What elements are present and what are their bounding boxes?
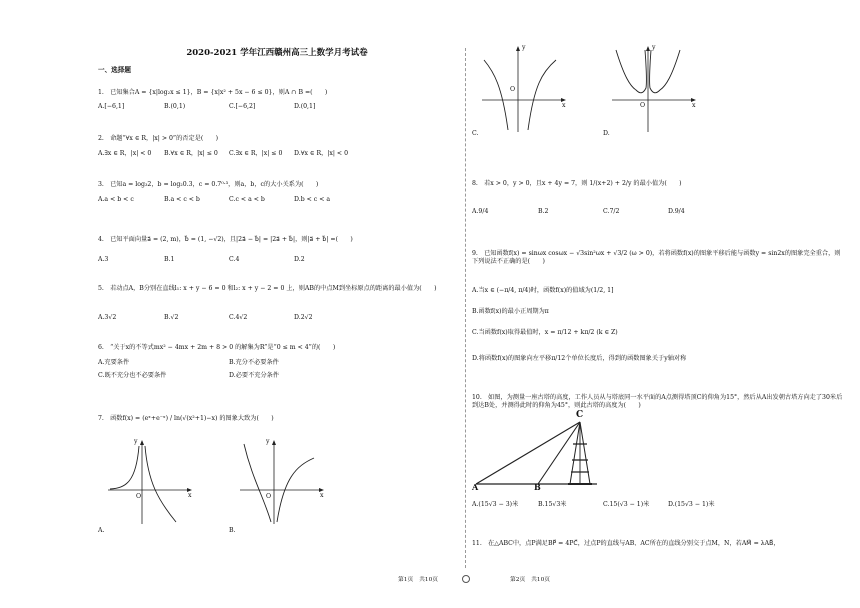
y-axis-label: y	[266, 438, 270, 445]
figure-d-label: D.	[603, 130, 610, 137]
option-a: A.[−6,1]	[98, 103, 125, 110]
point-a-label: A	[472, 482, 479, 492]
option-c: C.4	[229, 256, 240, 263]
y-axis-label: y	[522, 44, 526, 51]
question-9-option-a: A.当x ∈ (−π/4, π/4)时，函数f(x)的值域为(1/2, 1]	[472, 287, 614, 294]
option-a: A.充要条件	[98, 359, 130, 366]
option-a: A.(15√3 − 3)米	[472, 501, 519, 508]
option-a: A.∃x ∈ R，|x| < 0	[98, 150, 152, 157]
figure-a-label: A.	[98, 527, 105, 534]
figure-b-label: B.	[229, 527, 236, 534]
question-9-option-d: D.将函数f(x)的图象向左平移π/12个单位长度后，得到的函数图象关于y轴对称	[472, 355, 687, 362]
option-b: B.(0,1)	[164, 103, 186, 110]
option-d: D.9/4	[668, 208, 685, 215]
question-9-option-c: C.当函数f(x)取得最值时，x = π/12 + kπ/2 (k ∈ Z)	[472, 329, 618, 336]
question-1: 1. 已知集合A = {x|log₂x ≤ 1}，B = {x|x² + 5x − 6 ≤ 0}，则A ∩ B =( )	[98, 89, 328, 96]
figure-a	[106, 438, 196, 526]
option-b: B.2	[538, 208, 549, 215]
page-footer-left: 第1页 共10页	[398, 577, 439, 583]
option-b: B.∀x ∈ R，|x| ≤ 0	[164, 150, 218, 157]
origin-label: O	[266, 493, 272, 500]
option-a: A.a < b < c	[98, 196, 134, 203]
tower-figure	[472, 410, 622, 492]
point-c-label: C	[576, 410, 584, 420]
x-axis-label: x	[320, 492, 324, 499]
question-2: 2. 命题“∀x ∈ R，|x| > 0”的否定是( )	[98, 135, 219, 142]
origin-label: O	[136, 493, 142, 500]
option-d: D.必要不充分条件	[229, 372, 280, 379]
option-a: A.9/4	[472, 208, 489, 215]
option-d: D.(15√3 − 1)米	[668, 501, 715, 508]
binding-hole	[462, 575, 470, 583]
option-a: A.3√2	[98, 314, 117, 321]
question-7: 7. 函数f(x) = (eˣ+e⁻ˣ) / ln(√(x²+1)−x) 的图象大致为( )	[98, 415, 274, 422]
figure-c	[480, 42, 570, 134]
question-5: 5. 若动点A，B分别在直线l₁: x + y − 6 = 0 和l₂: x + y − 2 = 0 上，则AB的中点M到坐标原点的距离的最小值为( )	[98, 285, 437, 292]
option-d: D.2√2	[294, 314, 313, 321]
question-6: 6. “关于x的不等式mx² − 4mx + 2m + 8 > 0 的解集为R”是“0 ≤ m < 4”的( )	[98, 344, 336, 351]
question-4: 4. 已知平面向量a⃗ = (2, m)，b⃗ = (1, −√2)，且|2a⃗ − b⃗| = |2a⃗ + b⃗|，则|a⃗ + b⃗| =( )	[98, 236, 353, 243]
x-axis-label: x	[562, 102, 566, 109]
question-3: 3. 已知a = log₃2，b = log₂0.3，c = 0.7⁰·³，则a，b，c的大小关系为( )	[98, 181, 319, 188]
question-11: 11. 在△ABC中，点P满足BP⃗ = 4PC⃗，过点P的直线与AB、AC所在的直线分别交于点M，N，若AM⃗ = λAB⃗，	[472, 540, 780, 547]
figure-b	[238, 438, 328, 526]
y-axis-label: y	[134, 438, 138, 445]
graph-a	[106, 438, 196, 526]
option-b: B.15√3米	[538, 501, 567, 508]
origin-label: O	[510, 86, 516, 93]
x-axis-label: x	[188, 492, 192, 499]
option-c: C.4√2	[229, 314, 248, 321]
question-10: 10. 如图，为测量一座古塔的高度，工作人员从与塔底同一水平面的A点测得塔顶C的仰角为15°，然后从A出发朝古塔方向走了30米后到达B处，并测得此时的仰角为45°，则此古塔的高度为( )	[472, 394, 843, 409]
option-c: C.∃x ∈ R，|x| ≤ 0	[229, 150, 283, 157]
option-d: D.2	[294, 256, 305, 263]
option-c: C.既不充分也不必要条件	[98, 372, 167, 379]
origin-label: O	[640, 102, 646, 109]
graph-d	[610, 42, 700, 134]
question-9: 9. 已知函数f(x) = sinωx cosωx − √3sin²ωx + √3/2 (ω > 0)，若将函数f(x)的图象平移后能与函数y = sin2x的图象完全重合，则下列说法不正确的是( )	[472, 250, 841, 265]
tower-diagram	[472, 414, 622, 492]
page-footer-right: 第2页 共10页	[510, 577, 551, 583]
figure-c-label: C.	[472, 130, 479, 137]
graph-c	[480, 42, 570, 134]
option-b: B.a < c < b	[164, 196, 200, 203]
option-c: C.15(√3 − 1)米	[603, 501, 650, 508]
paper-title: 2020-2021 学年江西赣州高三上数学月考试卷	[186, 48, 368, 58]
option-a: A.3	[98, 256, 109, 263]
option-b: B.1	[164, 256, 175, 263]
option-c: C.7/2	[603, 208, 620, 215]
option-c: C.c < a < b	[229, 196, 265, 203]
x-axis-label: x	[692, 102, 696, 109]
point-b-label: B	[534, 482, 541, 492]
question-9-option-b: B.函数f(x)的最小正周期为π	[472, 308, 549, 315]
option-b: B.充分不必要条件	[229, 359, 279, 366]
section-heading: 一、选择题	[98, 66, 131, 74]
option-d: D.(0,1]	[294, 103, 316, 110]
option-d: D.∀x ∈ R，|x| < 0	[294, 150, 349, 157]
option-d: D.b < c < a	[294, 196, 331, 203]
question-8: 8. 若x > 0，y > 0，且x + 4y = 7，则 1/(x+2) + 2/y 的最小值为( )	[472, 180, 682, 187]
y-axis-label: y	[652, 44, 656, 51]
figure-d	[610, 42, 700, 134]
graph-b	[238, 438, 328, 526]
option-b: B.√2	[164, 314, 179, 321]
column-divider	[465, 48, 466, 568]
option-c: C.[−6,2]	[229, 103, 256, 110]
